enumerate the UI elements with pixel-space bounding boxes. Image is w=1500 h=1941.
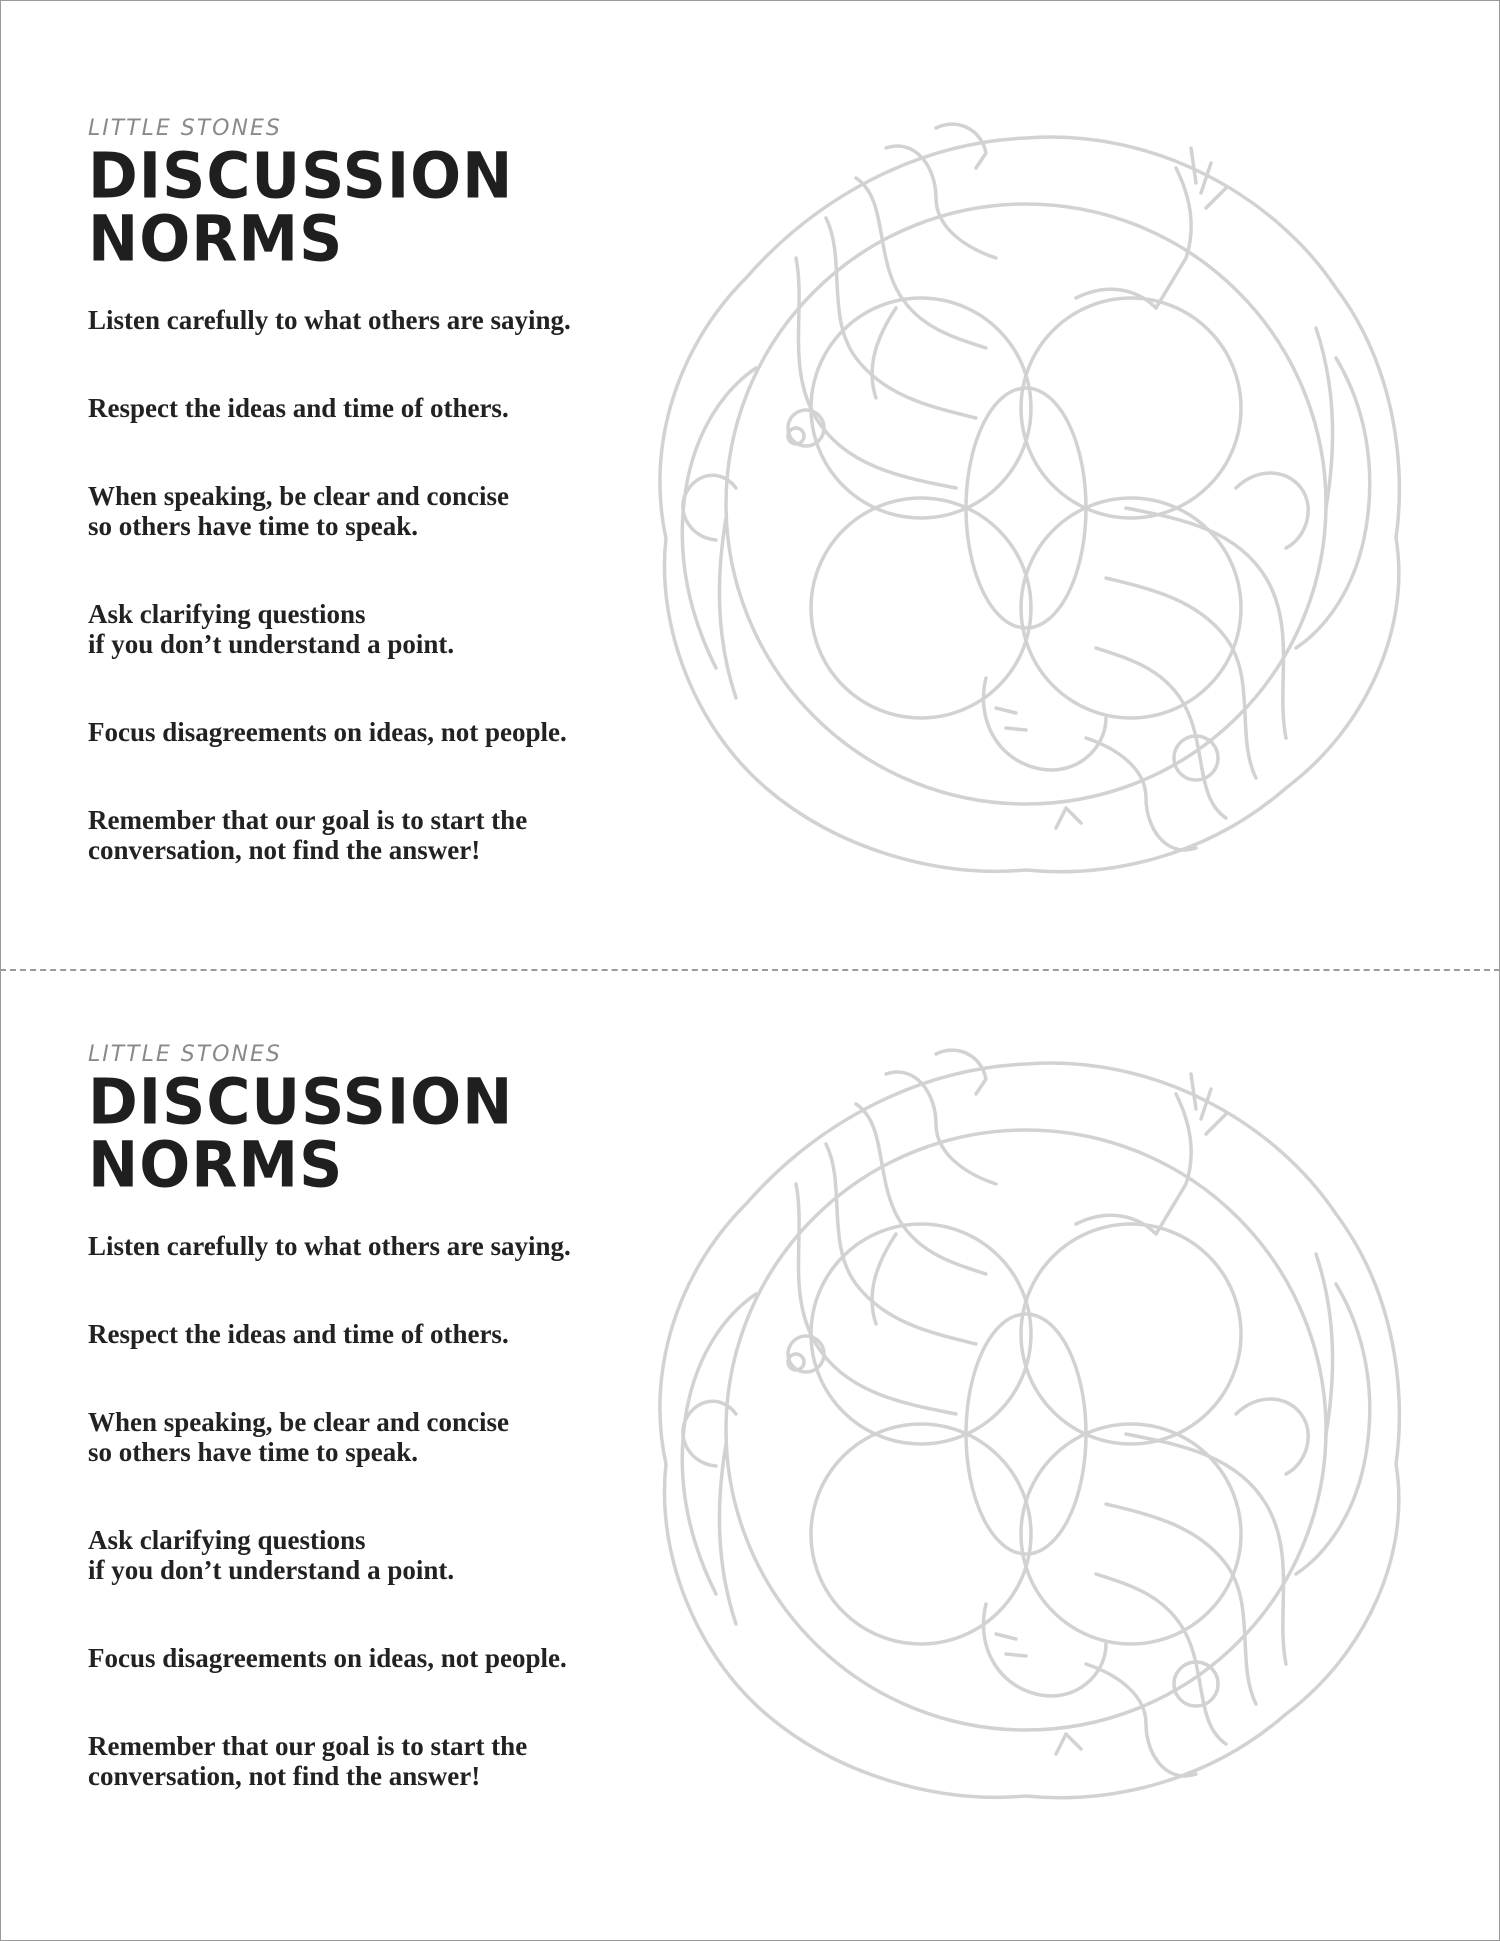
norm-item: Listen carefully to what others are saying. (88, 305, 571, 335)
brand-eyebrow: LITTLE STONES (88, 116, 282, 141)
norm-item: Focus disagreements on ideas, not people. (88, 1643, 567, 1673)
norms-list (88, 305, 688, 865)
norm-item: Listen carefully to what others are saying. (88, 1231, 571, 1261)
norm-item: Ask clarifying questions if you don’t understand a point. (88, 599, 455, 659)
mandala-illustration-icon (636, 108, 1416, 888)
norm-item: Respect the ideas and time of others. (88, 393, 509, 423)
mandala-illustration-icon (636, 1034, 1416, 1814)
norms-text-column (88, 1042, 688, 1791)
norm-item: When speaking, be clear and concise so others have time to speak. (88, 1407, 510, 1467)
norm-item: Respect the ideas and time of others. (88, 1319, 509, 1349)
card-title: DISCUSSION NORMS (88, 1065, 514, 1203)
norm-item: When speaking, be clear and concise so others have time to speak. (88, 481, 510, 541)
norm-item: Remember that our goal is to start the conversation, not find the answer! (88, 805, 528, 865)
brand-eyebrow: LITTLE STONES (88, 1042, 282, 1067)
norms-card-bottom (0, 926, 1500, 1852)
norm-item: Remember that our goal is to start the conversation, not find the answer! (88, 1731, 528, 1791)
card-title: DISCUSSION NORMS (88, 139, 514, 277)
norm-item: Focus disagreements on ideas, not people. (88, 717, 567, 747)
norms-list (88, 1231, 688, 1791)
norms-text-column (88, 116, 688, 865)
norms-card-top (0, 0, 1500, 926)
norm-item: Ask clarifying questions if you don’t understand a point. (88, 1525, 455, 1585)
